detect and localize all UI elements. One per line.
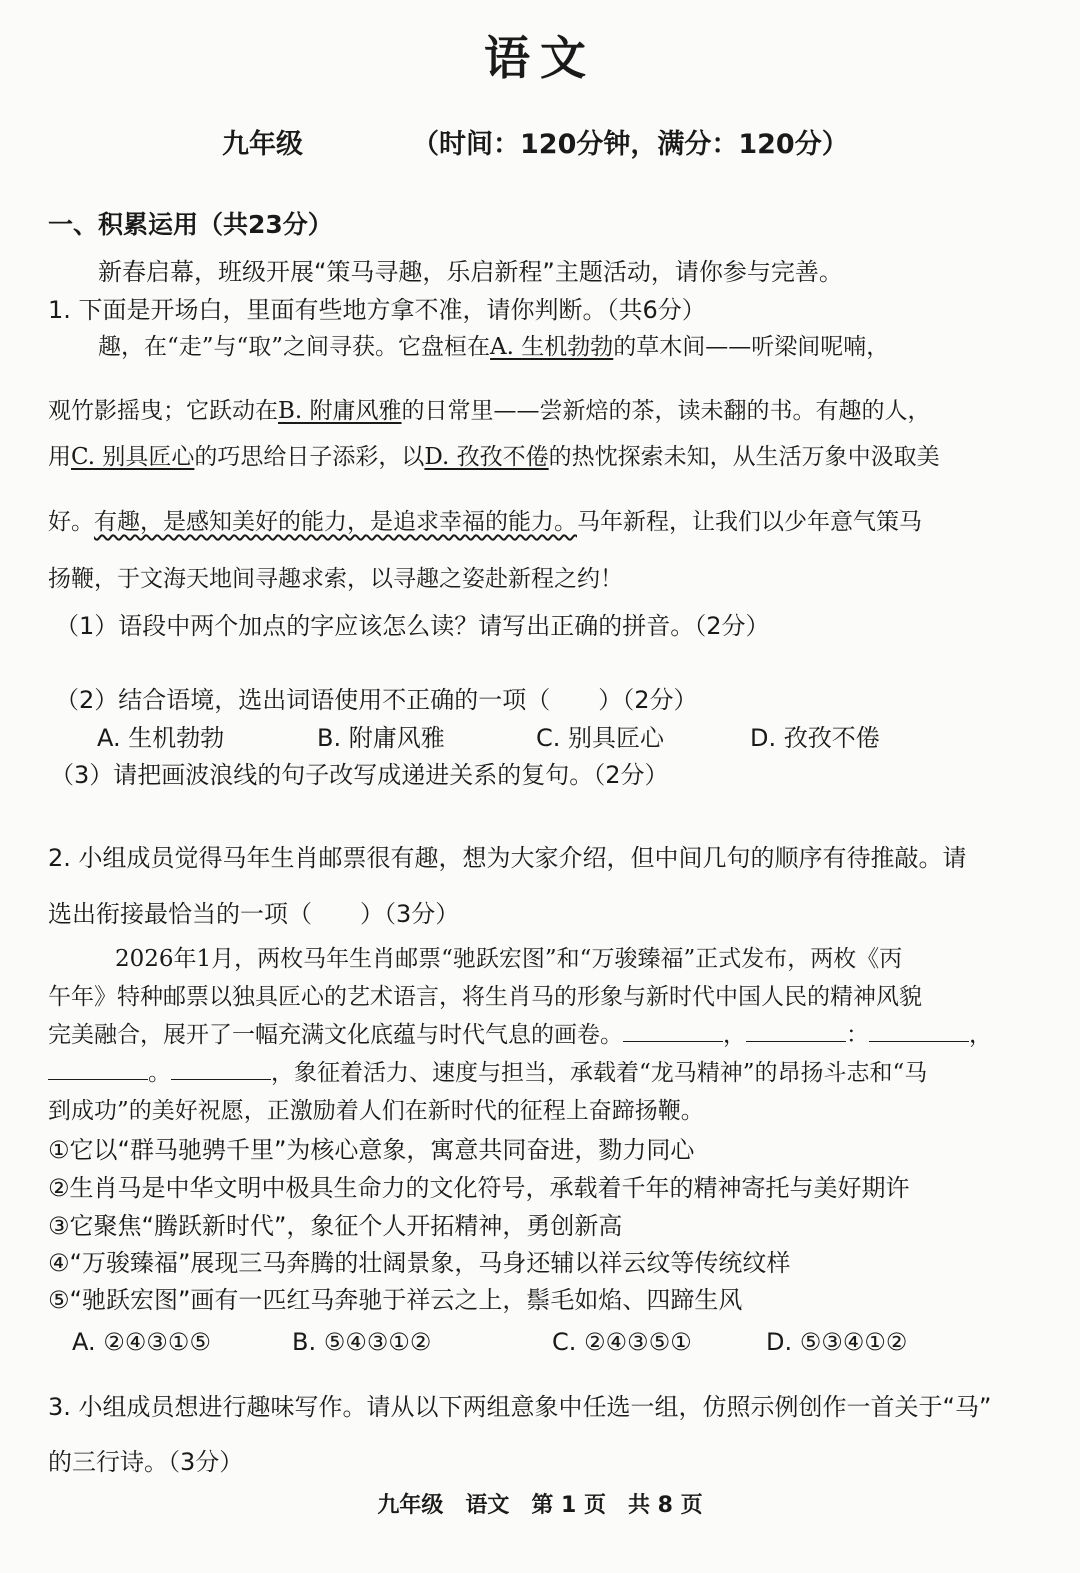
q3-stem-line-2: 的三行诗。（3分） bbox=[48, 1448, 244, 1476]
wavy-sentence: 有趣，是感知美好的能力，是追求幸福的能力。 bbox=[94, 509, 577, 535]
section-intro: 新春启幕，班级开展“策马寻趣，乐启新程”主题活动，请你参与完善。 bbox=[98, 258, 843, 286]
q2-stem-line-2: 选出衔接最恰当的一项（ ）（3分） bbox=[48, 900, 460, 928]
q2-stem-line-1: 2. 小组成员觉得马年生肖邮票很有趣，想为大家介绍，但中间几句的顺序有待推敲。请 bbox=[48, 844, 967, 872]
q1-option-c: C. 别具匠心 bbox=[536, 724, 665, 752]
page-title: 语文 bbox=[484, 31, 596, 85]
q2-choice-b: B. ⑤④③①② bbox=[292, 1328, 432, 1356]
answer-blank[interactable] bbox=[623, 1021, 723, 1042]
q2-choice-c: C. ②④③⑤① bbox=[552, 1328, 692, 1356]
q2-choice-d: D. ⑤③④①② bbox=[766, 1328, 908, 1356]
q1-sub-2: （2）结合语境，选出词语使用不正确的一项（ ）（2分） bbox=[55, 686, 698, 714]
q1-stem: 1. 下面是开场白，里面有些地方拿不准，请你判断。（共6分） bbox=[48, 296, 706, 324]
q2-sentence-4: ④“万骏臻福”展现三马奔腾的壮阔景象，马身还辅以祥云纹等传统纹样 bbox=[48, 1249, 791, 1277]
option-c-term: C. 别具匠心 bbox=[71, 444, 195, 470]
answer-blank[interactable] bbox=[746, 1021, 846, 1042]
answer-blank[interactable] bbox=[869, 1021, 969, 1042]
q2-passage-line-4: 。 ，象征着活力、速度与担当，承载着“龙马精神”的昂扬斗志和“马 bbox=[48, 1054, 927, 1087]
q1-passage-line-2: 观竹影摇曳；它跃动在B. 附庸风雅的日常里——尝新焙的茶，读未翻的书。有趣的人， bbox=[48, 398, 931, 424]
q1-sub-3: （3）请把画波浪线的句子改写成递进关系的复句。（2分） bbox=[50, 761, 669, 789]
q2-passage-line-1: 2026年1月，两枚马年生肖邮票“驰跃宏图”和“万骏臻福”正式发布，两枚《丙 bbox=[115, 946, 903, 972]
q2-sentence-2: ②生肖马是中华文明中极具生命力的文化符号，承载着千年的精神寄托与美好期许 bbox=[48, 1174, 910, 1202]
q1-sub-1: （1）语段中两个加点的字应该怎么读？请写出正确的拼音。（2分） bbox=[55, 612, 770, 640]
q1-passage-line-1: 趣，在“走”与“取”之间寻获。它盘桓在A. 生机勃勃的草木间——听梁间呢喃， bbox=[98, 334, 890, 360]
option-b-term: B. 附庸风雅 bbox=[278, 398, 402, 424]
q1-option-a: A. 生机勃勃 bbox=[97, 724, 225, 752]
q1-option-b: B. 附庸风雅 bbox=[317, 724, 445, 752]
q1-passage-line-4: 好。有趣，是感知美好的能力，是追求幸福的能力。马年新程，让我们以少年意气策马 bbox=[48, 509, 922, 535]
q2-passage-line-5: 到成功”的美好祝愿，正激励着人们在新时代的征程上奋蹄扬鞭。 bbox=[48, 1098, 704, 1124]
answer-blank[interactable] bbox=[171, 1059, 271, 1080]
answer-blank[interactable] bbox=[48, 1059, 148, 1080]
option-a-term: A. 生机勃勃 bbox=[490, 334, 614, 360]
q1-passage-line-3: 用C. 别具匠心的巧思给日子添彩，以D. 孜孜不倦的热忱探索未知，从生活万象中汲取美 bbox=[48, 444, 940, 470]
q2-choice-a: A. ②④③①⑤ bbox=[72, 1328, 211, 1356]
q2-sentence-1: ①它以“群马驰骋千里”为核心意象，寓意共同奋进，勠力同心 bbox=[48, 1136, 695, 1164]
q1-option-d: D. 孜孜不倦 bbox=[750, 724, 880, 752]
q1-passage-line-5: 扬鞭，于文海天地间寻趣求索，以寻趣之姿赴新程之约！ bbox=[48, 566, 623, 592]
q2-sentence-3: ③它聚焦“腾跃新时代”，象征个人开拓精神，勇创新高 bbox=[48, 1212, 623, 1240]
page-footer: 九年级 语文 第 1 页 共 8 页 bbox=[377, 1493, 703, 1518]
q2-passage-line-2: 午年》特种邮票以独具匠心的艺术语言，将生肖马的形象与新时代中国人民的精神风貌 bbox=[48, 984, 922, 1010]
q2-passage-line-3: 完美融合，展开了一幅充满文化底蕴与时代气息的画卷。 ， ： ， bbox=[48, 1022, 992, 1048]
q3-stem-line-1: 3. 小组成员想进行趣味写作。请从以下两组意象中任选一组，仿照示例创作一首关于“马” bbox=[48, 1393, 992, 1421]
exam-info: （时间：120分钟，满分：120分） bbox=[412, 129, 849, 160]
section-heading: 一、积累运用（共23分） bbox=[48, 210, 333, 239]
grade-label: 九年级 bbox=[222, 129, 303, 160]
option-d-term: D. 孜孜不倦 bbox=[424, 444, 549, 470]
q2-sentence-5: ⑤“驰跃宏图”画有一匹红马奔驰于祥云之上，鬃毛如焰、四蹄生风 bbox=[48, 1286, 743, 1314]
